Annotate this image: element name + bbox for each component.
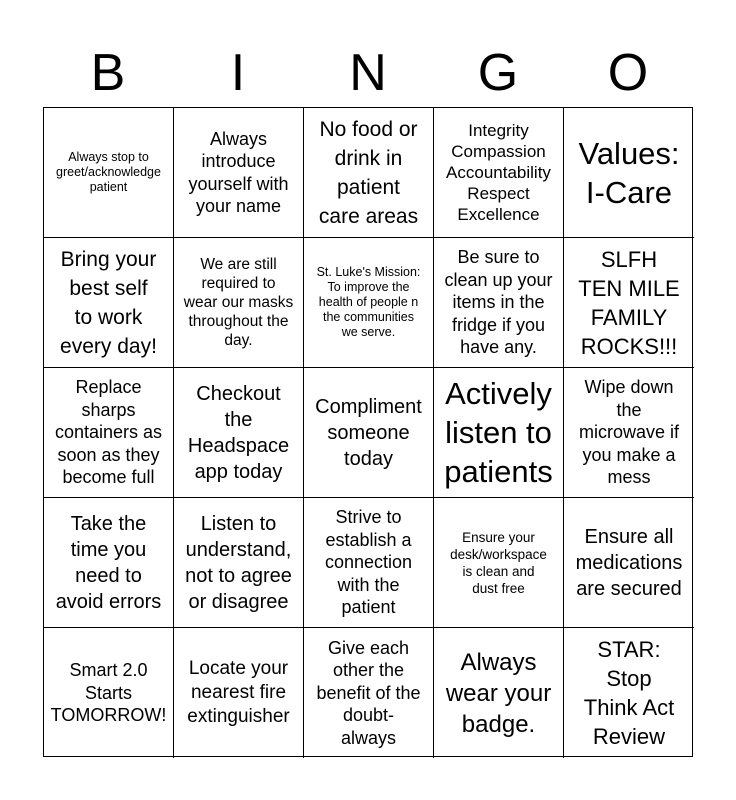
bingo-cell: Smart 2.0 Starts TOMORROW! [44, 628, 174, 758]
header-letter-n: N [349, 44, 387, 102]
bingo-cell: Always stop to greet/acknowledge patient [44, 108, 174, 238]
bingo-header [43, 40, 693, 106]
bingo-cell: Locate your nearest fire extinguisher [174, 628, 304, 758]
bingo-cell: STAR: Stop Think Act Review [583, 637, 675, 749]
bingo-cell: No food or drink in patient care areas [304, 108, 434, 238]
bingo-cell: Be sure to clean up your items in the fridge if you have any. [434, 238, 564, 368]
bingo-cell: Take the time you need to avoid errors [44, 498, 174, 628]
header-letter-g: G [477, 44, 519, 102]
bingo-cell: Always introduce yourself with your name [174, 108, 304, 238]
bingo-cell: Compliment someone today [304, 368, 434, 498]
bingo-cell: SLFH TEN MILE FAMILY ROCKS!!! [564, 238, 694, 368]
header-letter-b: B [90, 44, 126, 102]
bingo-cell: Listen to understand, not to agree or disagree [174, 498, 304, 628]
bingo-cell: Strive to establish a connection with the patient [304, 498, 434, 628]
bingo-cell: Always wear your badge. [434, 628, 564, 758]
bingo-board [43, 107, 693, 757]
bingo-cell: Bring your best self to work every day! [44, 238, 174, 368]
bingo-cell: Ensure your desk/workspace is clean and dust free [434, 498, 564, 628]
bingo-cell: Integrity Compassion Accountability Respect Excellence [434, 108, 564, 238]
bingo-cell: Values: I-Care [564, 108, 694, 238]
header-letter-o: O [607, 44, 649, 102]
bingo-cell: Checkout the Headspace app today [174, 368, 304, 498]
bingo-cell: St. Luke's Mission: To improve the health of people n the communities we serve. [304, 238, 434, 368]
bingo-cell: Actively listen to patients [434, 368, 564, 498]
bingo-cell: We are still required to wear our masks throughout the day. [174, 238, 304, 368]
bingo-cell: Give each other the benefit of the doubt- always [304, 628, 434, 758]
bingo-cell: Replace sharps containers as soon as they become full [44, 368, 174, 498]
header-letter-i: I [230, 44, 246, 102]
bingo-cell: Wipe down the microwave if you make a mess [564, 368, 694, 498]
bingo-cell: Ensure all medications are secured [564, 498, 694, 628]
